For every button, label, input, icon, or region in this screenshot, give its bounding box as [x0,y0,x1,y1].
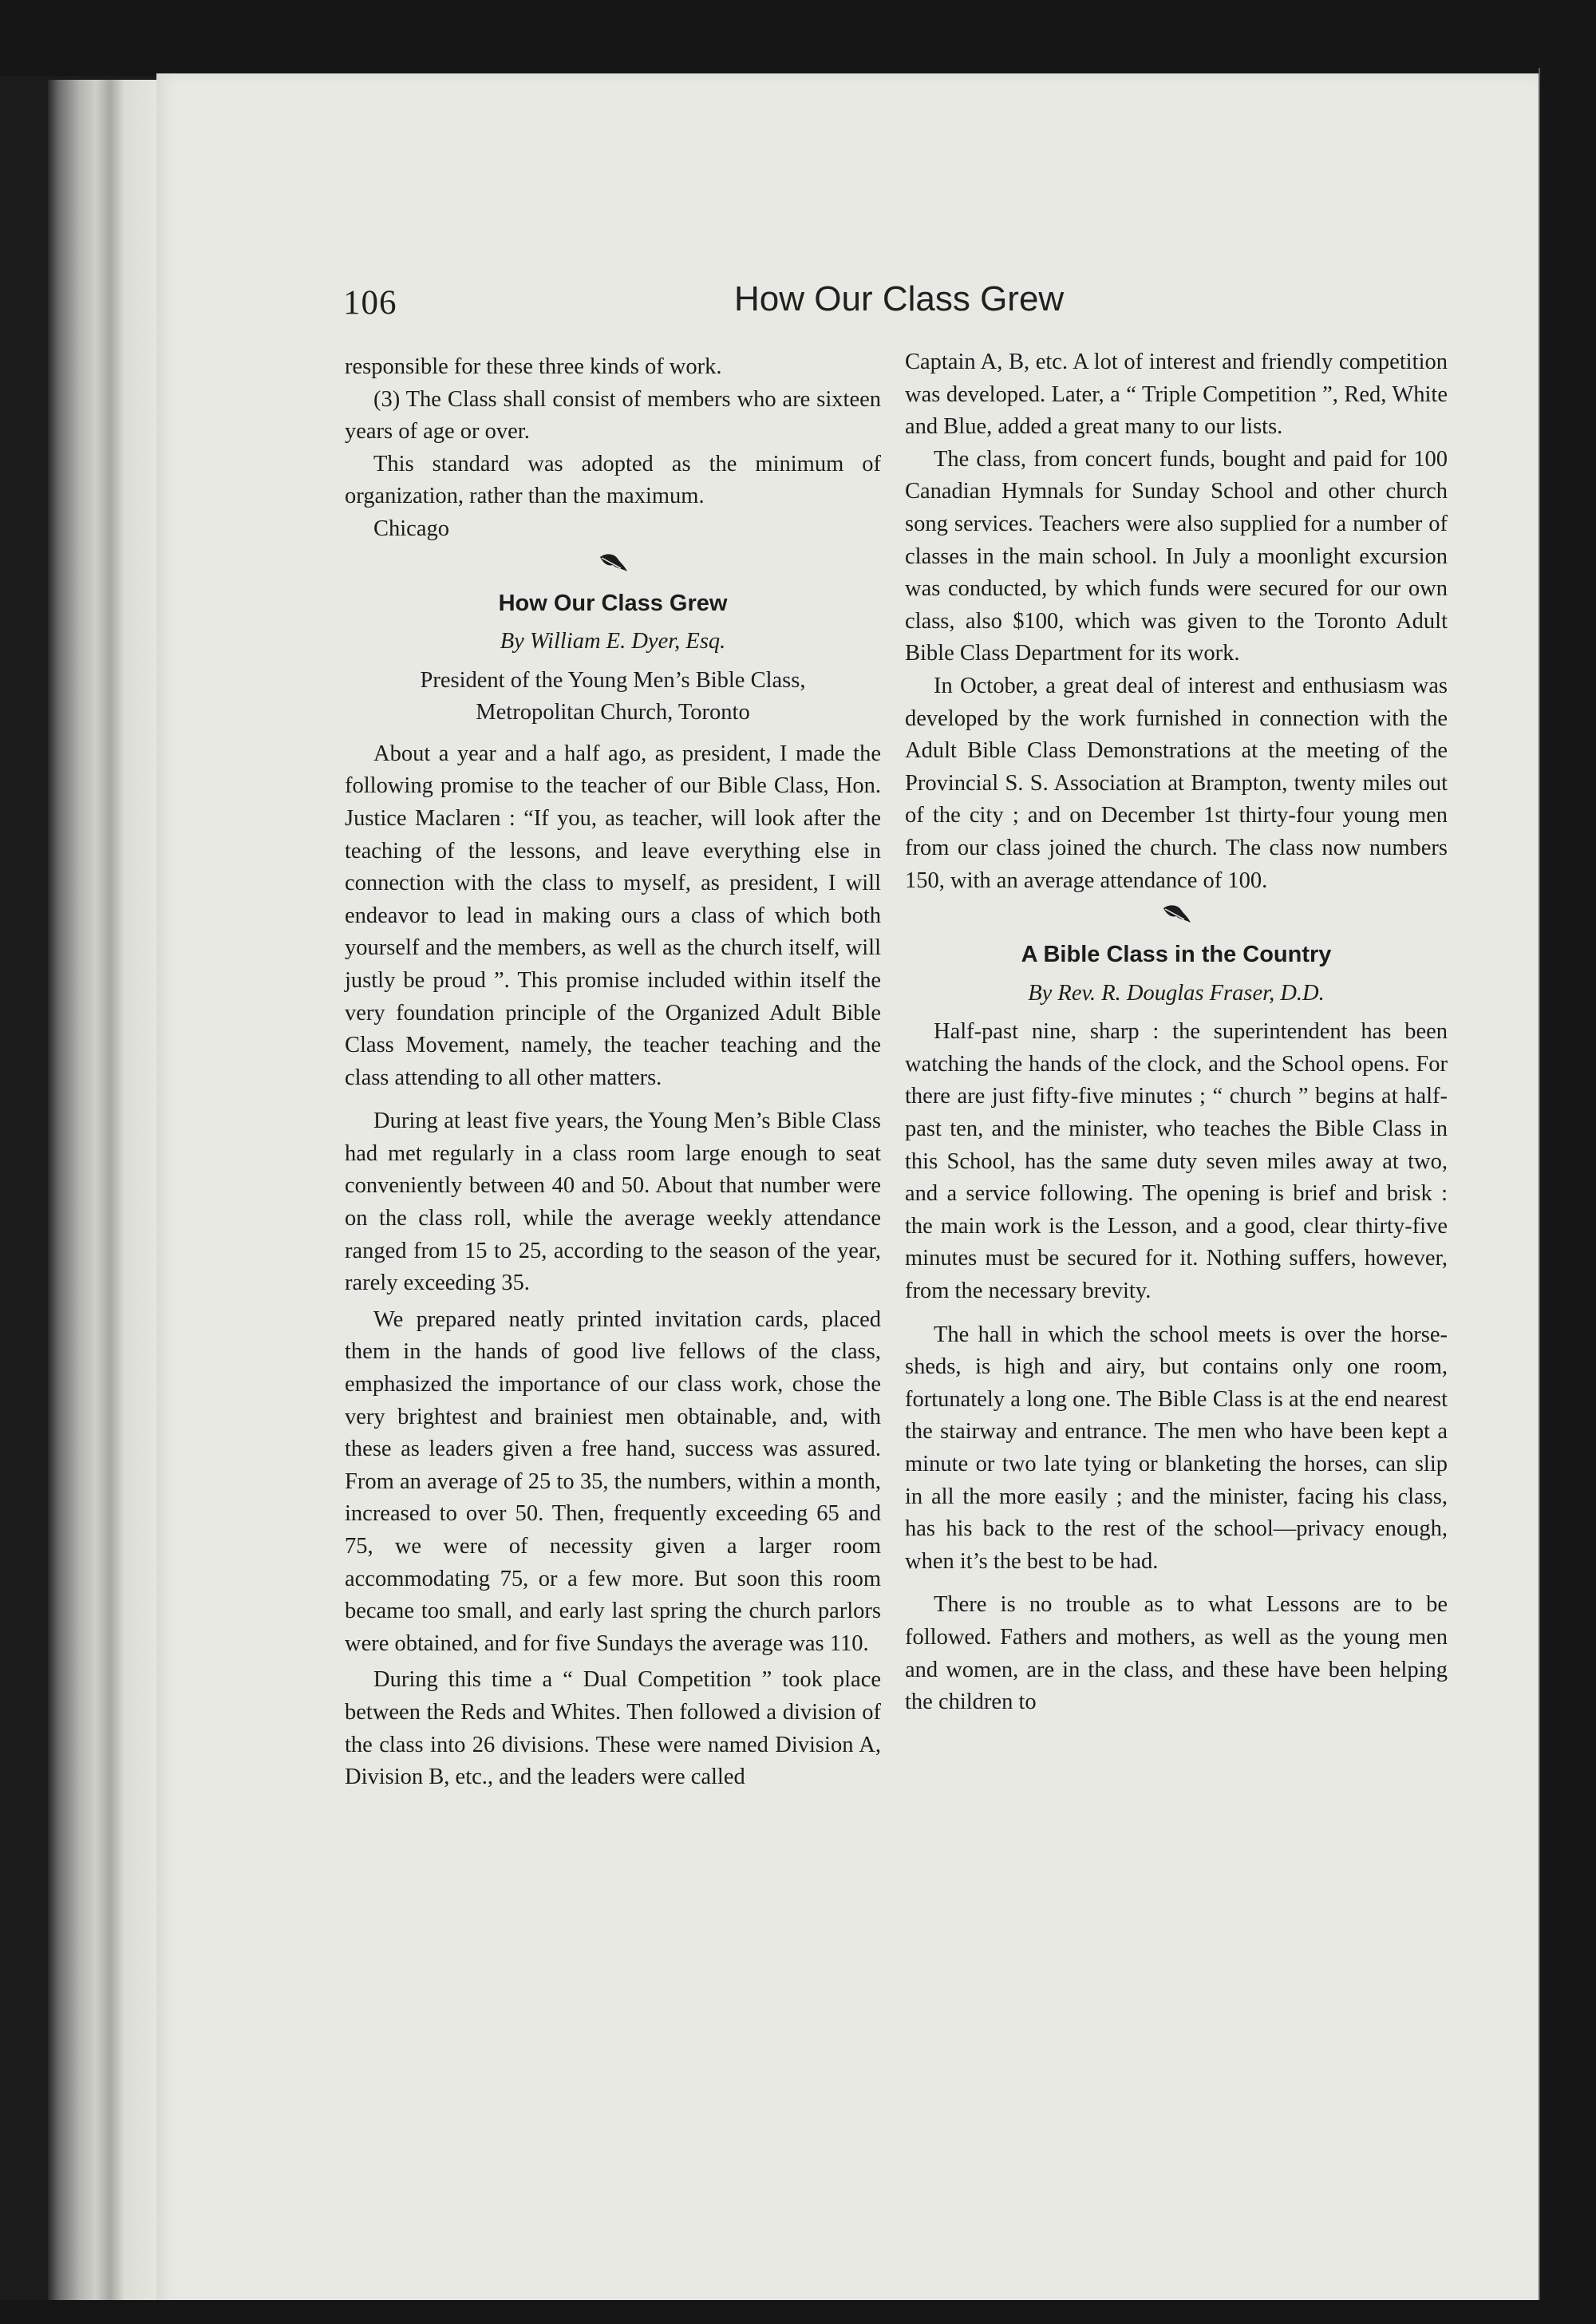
paragraph: The hall in which the school meets is over the horse-sheds, is high and airy, but contains only one room, fortunately a long one. The Bible Class is at the end nearest the stairway and entrance. The men who have been kept a minute or two late tying or blanketing the horses, can slip in all the more easily ; and the minister, facing his class, has his back to the rest of the school—privacy enough, when it’s the best to be had. [905,1322,1448,1574]
paragraph: In October, a great deal of interest and enthusiasm was developed by the work furnished in connection with the Adult Bible Class Demonstrations at the meeting of the Provincial S. S. Association at Brampton, twenty miles out of the city ; and on December 1st thirty-four young men from our class joined the church. The class now numbers 150, with an average attendance of 100. [905,673,1448,893]
paragraph: Half-past nine, sharp : the superintendent has been watching the hands of the clock, and the School opens. For there are just fifty-five minutes ; “ church ” begins at half-past ten, and the minister, who teaches the Bible Class in this School, has the same duty seven miles away at two, and a service following. The opening is brief and brisk : the main work is the Lesson, and a good, clear thirty-five minutes must be secured for it. Nothing suffers, however, from the necessary brevity. [905,1019,1448,1304]
scan-border-bottom [0,2300,1596,2324]
paragraph: The class, from concert funds, bought and paid for 100 Canadian Hymnals for Sunday School and other church song services. Teachers were also supplied for a number of classes in the main school. In July a moonlight excursion was conducted, by which funds were secured for our own class, also $100, which was given to the Toronto Adult Bible Class Department for its work. [905,446,1448,666]
running-head: How Our Class Grew [734,279,1065,318]
paragraph: We prepared neatly printed invitation cards, placed them in the hands of good live fellows of the class, emphasized the importance of our class work, chose the very brightest and brainiest men obtainable, and, with these as leaders given a free hand, success was assured. From an average of 25 to 35, the numbers, within a month, increased to over 50. Then, frequently exceeding 65 and 75, we were of necessity given a larger room accommodating 75, or a few more. But soon this room became too small, and early last spring the church parlors were obtained, and for five Sundays the average was 110. [345,1306,881,1656]
paragraph: responsible for these three kinds of work. [345,354,722,379]
scan-border-right [1540,0,1596,2324]
scan-border-top [0,0,1596,76]
page-number: 106 [343,284,397,322]
article-title: How Our Class Grew [498,590,728,616]
paragraph: Captain A, B, etc. A lot of interest and friendly competition was developed. Later, a “ Triple Competition ”, Red, White and Blue, added a great many to our lists. [905,350,1448,440]
left-column [345,351,881,1794]
paragraph: During at least five years, the Young Men’s Bible Class had met regularly in a class room large enough to seat conveniently between 40 and 50. About that number were on the class roll, while the average weekly attendance ranged from 15 to 25, according to the season of the year, rarely exceeding 35. [345,1109,881,1296]
affiliation-line: President of the Young Men’s Bible Class, [420,667,806,693]
paragraph: During this time a “ Dual Competition ” took place between the Reds and Whites. Then followed a division of the class into 26 divisions. These were named Division A, Division B, etc., and the leaders were called [345,1667,881,1790]
byline: By William E. Dyer, Esq. [500,629,726,654]
leaf-fleuron-icon [905,902,1448,931]
right-column [905,346,1448,1719]
paragraph: (3) The Class shall consist of members who are sixteen years of age or over. [345,386,881,445]
article-title: A Bible Class in the Country [1021,942,1332,968]
paragraph-place: Chicago [373,516,449,541]
byline: By Rev. R. Douglas Fraser, D.D. [1028,980,1325,1006]
leaf-fleuron-icon [345,551,881,579]
affiliation-line: Metropolitan Church, Toronto [476,699,750,725]
paragraph: This standard was adopted as the minimum of organization, rather than the maximum. [345,451,881,509]
paragraph: There is no trouble as to what Lessons are to be followed. Fathers and mothers, as well as the young men and women, are in the class, and these have been helping the children to [905,1592,1448,1715]
author-affiliation [345,665,881,729]
paragraph: About a year and a half ago, as president, I made the following promise to the teacher of our Bible Class, Hon. Justice Maclaren : “If you, as teacher, will look after the teaching of the lessons, and leave everything else in connection with the class to myself, as president, I will endeavor to lead in making ours a class of which both yourself and the members, as well as the church itself, will justly be proud ”. This promise included within itself the very foundation principle of the Organized Adult Bible Class Movement, namely, the teacher teaching and the class attending to all other matters. [345,741,881,1090]
book-spine-edge [48,80,160,2322]
